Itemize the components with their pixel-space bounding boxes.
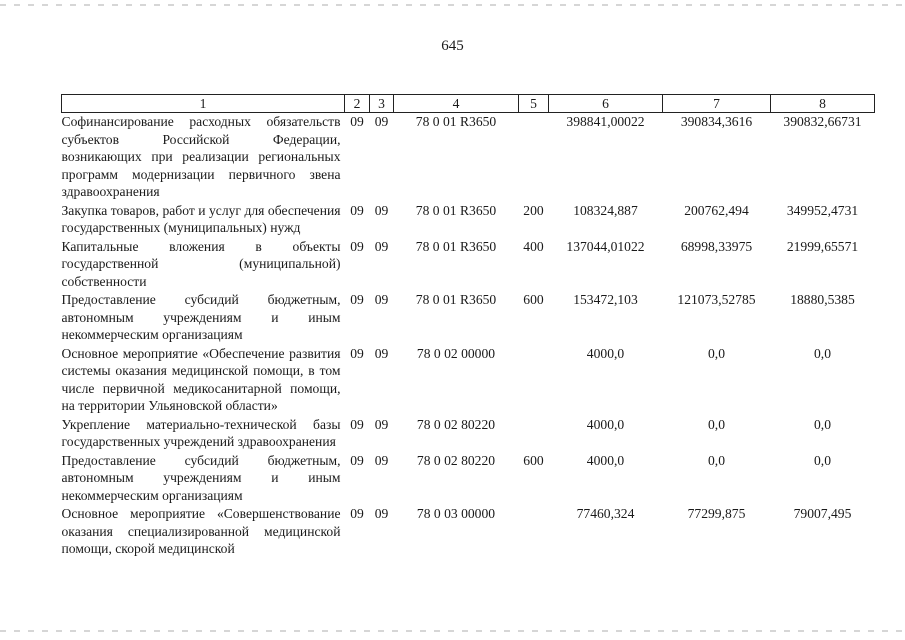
row-section-code: 09 (350, 345, 364, 361)
row-subsection-code: 09 (374, 202, 389, 218)
row-amount-3: 79007,495 (793, 506, 852, 521)
row-target-code: 78 0 01 R3650 (415, 238, 497, 254)
row-section-code: 09 (350, 114, 364, 129)
row-amount-1: 137044,01022 (566, 238, 645, 254)
column-header: 2 (345, 95, 370, 113)
row-amount-3: 0,0 (814, 345, 831, 361)
row-amount-3: 390832,66731 (783, 114, 862, 129)
row-amount-3: 349952,4731 (786, 202, 859, 218)
row-target-code: 78 0 01 R3650 (415, 114, 497, 129)
row-amount-2: 200762,494 (684, 202, 749, 218)
row-name: Предоставление субсидий бюджетным, автономным учреждениям и иным некоммерческим организациям (61, 452, 341, 503)
row-subsection-code: 09 (374, 292, 389, 307)
row-amount-2: 390834,3616 (680, 114, 753, 129)
scan-edge-bottom (0, 630, 905, 632)
row-expense-type: 400 (523, 238, 544, 254)
row-expense-type: 600 (523, 292, 544, 307)
row-subsection-code: 09 (374, 238, 389, 254)
table-row (62, 452, 875, 506)
row-section-code: 09 (350, 416, 364, 432)
row-target-code: 78 0 02 80220 (416, 416, 496, 432)
row-section-code: 09 (350, 238, 364, 254)
row-amount-1: 4000,0 (586, 416, 625, 432)
row-subsection-code: 09 (374, 506, 389, 521)
row-subsection-code: 09 (374, 452, 389, 468)
row-amount-1: 108324,887 (573, 202, 638, 218)
row-subsection-code: 09 (374, 416, 389, 432)
row-amount-2: 121073,52785 (677, 292, 756, 307)
row-expense-type (519, 505, 549, 559)
page-number: 645 (441, 38, 464, 54)
table-row (62, 113, 875, 202)
row-amount-1: 4000,0 (586, 452, 625, 468)
row-name: Закупка товаров, работ и услуг для обеспечения государственных (муниципальных) нужд (61, 202, 341, 235)
row-amount-3: 21999,65571 (786, 238, 859, 254)
row-amount-3: 0,0 (814, 416, 831, 432)
column-header: 7 (663, 95, 771, 113)
table-row (62, 345, 875, 416)
row-expense-type (519, 113, 549, 202)
column-header: 1 (62, 95, 345, 113)
row-section-code: 09 (350, 292, 364, 307)
row-amount-1: 398841,00022 (566, 114, 645, 129)
row-target-code: 78 0 01 R3650 (415, 292, 497, 307)
row-expense-type: 600 (523, 452, 544, 468)
row-amount-2: 77299,875 (687, 506, 746, 521)
row-expense-type: 200 (523, 202, 544, 218)
budget-table (61, 94, 875, 559)
row-amount-2: 0,0 (708, 416, 725, 432)
scan-edge-top (0, 4, 905, 6)
row-section-code: 09 (350, 452, 364, 468)
row-expense-type (519, 345, 549, 416)
table-row (62, 291, 875, 345)
column-header: 8 (771, 95, 875, 113)
row-subsection-code: 09 (374, 345, 389, 361)
table-row (62, 505, 875, 559)
table-row (62, 416, 875, 452)
row-amount-2: 0,0 (708, 452, 725, 468)
row-name: Укрепление материально-технической базы государственных учреждений здравоохранения (61, 416, 341, 449)
row-amount-1: 4000,0 (586, 345, 625, 361)
column-header: 6 (549, 95, 663, 113)
row-amount-3: 18880,5385 (790, 292, 855, 307)
column-header: 5 (519, 95, 549, 113)
row-expense-type (519, 416, 549, 452)
table-row (62, 238, 875, 292)
row-name: Основное мероприятие «Совершенствование оказания специализированной медицинской помощи, скорой медицинской (61, 506, 341, 556)
row-target-code: 78 0 03 00000 (416, 506, 496, 521)
row-subsection-code: 09 (374, 114, 389, 129)
table-row (62, 202, 875, 238)
row-section-code: 09 (350, 506, 364, 521)
row-amount-3: 0,0 (814, 452, 831, 468)
column-header-row (62, 95, 875, 113)
row-name: Основное мероприятие «Обеспечение развития системы оказания медицинской помощи, в том числе первичной медикосанитарной помощи, на территории Ульяновской области» (61, 345, 341, 413)
row-amount-1: 77460,324 (576, 506, 635, 521)
row-target-code: 78 0 02 00000 (416, 345, 496, 361)
row-amount-2: 0,0 (708, 345, 725, 361)
row-amount-2: 68998,33975 (680, 238, 753, 254)
column-header: 4 (394, 95, 519, 113)
column-header: 3 (370, 95, 394, 113)
row-target-code: 78 0 02 80220 (416, 452, 496, 468)
row-name: Софинансирование расходных обязательств субъектов Российской Федерации, возникающих при реализации региональных программ модернизации первичного звена здравоохранения (61, 114, 341, 199)
row-name: Капитальные вложения в объекты государственной (муниципальной) собственности (61, 238, 341, 289)
row-section-code: 09 (350, 202, 364, 218)
row-amount-1: 153472,103 (573, 292, 638, 307)
row-target-code: 78 0 01 R3650 (415, 202, 497, 218)
row-name: Предоставление субсидий бюджетным, автономным учреждениям и иным некоммерческим организациям (61, 292, 341, 342)
